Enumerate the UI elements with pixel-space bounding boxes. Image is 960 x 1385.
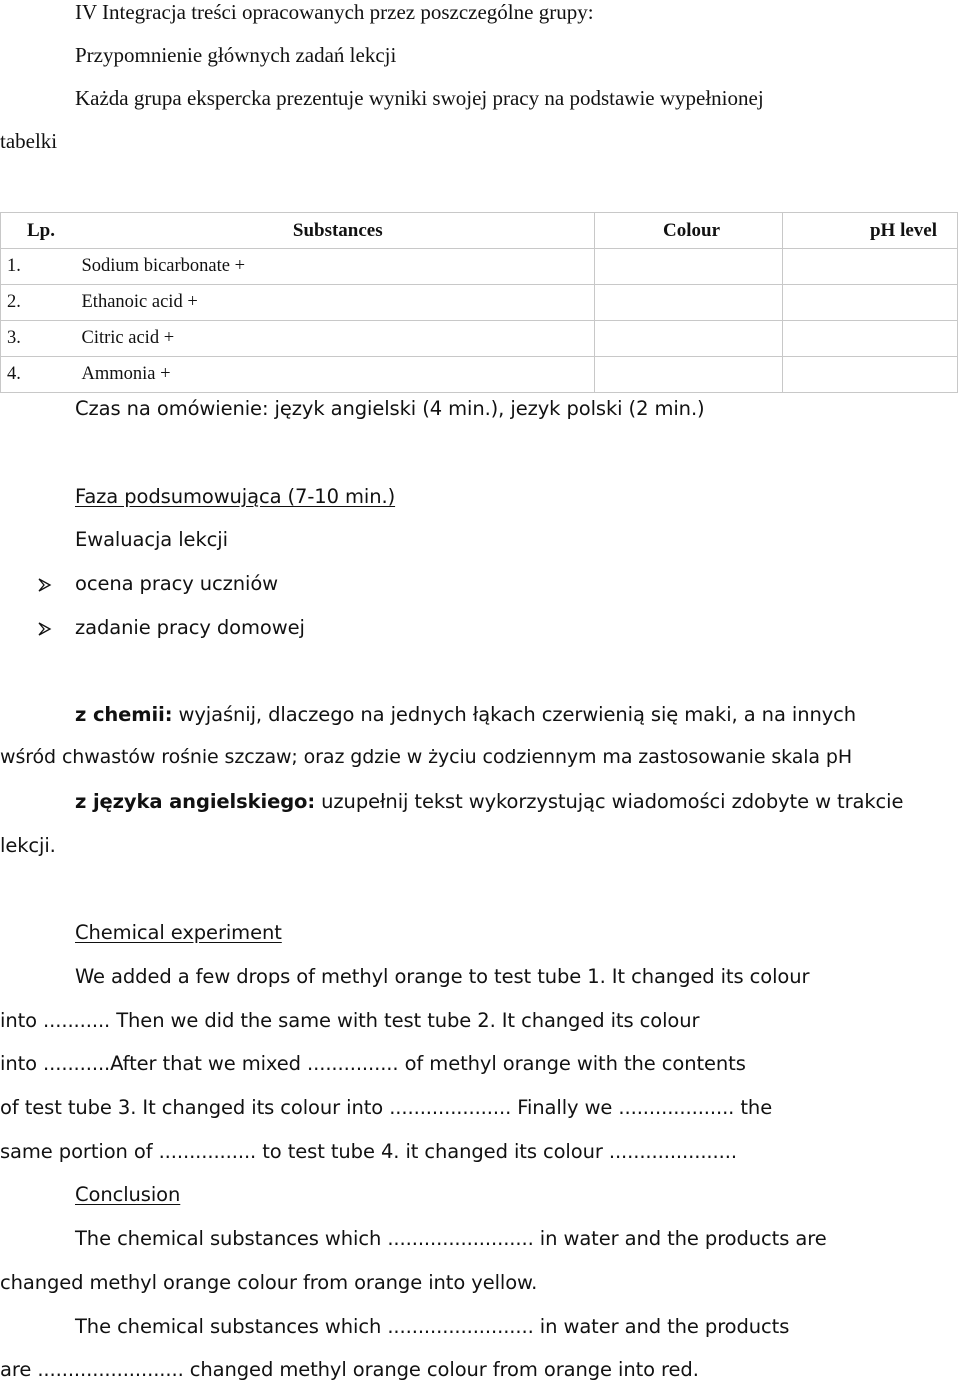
row-number: 1. — [1, 249, 82, 285]
homework-chemistry-label: z chemii: — [75, 703, 173, 726]
table-header-row — [1, 213, 958, 249]
row-ph-cell — [783, 249, 958, 285]
experiment-line: We added a few drops of methyl orange to test tube 1. It changed its colour — [75, 965, 810, 988]
conclusion-line: changed methyl orange colour from orange into yellow. — [0, 1271, 538, 1294]
row-ph-cell — [783, 285, 958, 321]
row-number: 4. — [1, 357, 82, 393]
experiment-line: into ........... Then we did the same with test tube 2. It changed its colour — [0, 1009, 700, 1032]
row-substance: Ammonia + — [82, 357, 595, 393]
row-substance: Sodium bicarbonate + — [82, 249, 595, 285]
homework-english-label: z języka angielskiego: — [75, 790, 316, 813]
summary-phase-heading: Faza podsumowująca (7-10 min.) — [75, 485, 396, 508]
conclusion-line: The chemical substances which ........................ in water and the products are — [75, 1227, 827, 1250]
homework-english-line-1 — [75, 792, 903, 812]
row-number: 2. — [1, 285, 82, 321]
header-substances: Substances — [82, 213, 595, 249]
header-colour: Colour — [595, 213, 783, 249]
conclusion-title: Conclusion — [75, 1183, 181, 1206]
arrow-bullet-icon — [38, 578, 52, 592]
task-line-1: Każda grupa ekspercka prezentuje wyniki swojej pracy na podstawie wypełnionej — [75, 86, 764, 110]
discussion-time-note: Czas na omówienie: język angielski (4 min.), jezyk polski (2 min.) — [75, 397, 705, 420]
task-line-2: tabelki — [0, 129, 58, 153]
experiment-line: of test tube 3. It changed its colour into .................... Finally we ................... the — [0, 1096, 773, 1119]
homework-chemistry-line-1 — [75, 705, 856, 725]
header-lp: Lp. — [1, 213, 82, 249]
row-ph-cell — [783, 321, 958, 357]
row-substance: Citric acid + — [82, 321, 595, 357]
table-row — [1, 357, 958, 393]
bullet-item: ocena pracy uczniów — [75, 572, 279, 595]
row-colour-cell — [595, 321, 783, 357]
row-colour-cell — [595, 249, 783, 285]
experiment-line: into ...........After that we mixed ............... of methyl orange with the contents — [0, 1052, 746, 1075]
table-row — [1, 285, 958, 321]
homework-english-line-2: lekcji. — [0, 834, 56, 857]
arrow-bullet-icon — [38, 622, 52, 636]
header-ph-level: pH level — [783, 213, 958, 249]
substances-table — [0, 212, 958, 393]
table-row — [1, 321, 958, 357]
table-row — [1, 249, 958, 285]
lesson-reminder: Przypomnienie głównych zadań lekcji — [75, 43, 397, 67]
section-heading: IV Integracja treści opracowanych przez poszczególne grupy: — [75, 0, 594, 24]
evaluation-heading: Ewaluacja lekcji — [75, 528, 228, 551]
homework-chemistry-line-2: wśród chwastów rośnie szczaw; oraz gdzie w życiu codziennym ma zastosowanie skala pH — [0, 746, 853, 768]
row-ph-cell — [783, 357, 958, 393]
row-number: 3. — [1, 321, 82, 357]
experiment-title: Chemical experiment — [75, 921, 282, 944]
row-colour-cell — [595, 285, 783, 321]
row-substance: Ethanoic acid + — [82, 285, 595, 321]
conclusion-line: The chemical substances which ........................ in water and the products — [75, 1315, 790, 1338]
row-colour-cell — [595, 357, 783, 393]
homework-chemistry-text: wyjaśnij, dlaczego na jednych łąkach czerwienią się maki, a na innych — [172, 703, 857, 726]
experiment-line: same portion of ................ to test tube 4. it changed its colour ..................... — [0, 1140, 737, 1163]
conclusion-line: are ........................ changed methyl orange colour from orange into red. — [0, 1358, 699, 1381]
homework-english-text: uzupełnij tekst wykorzystując wiadomości zdobyte w trakcie — [315, 790, 904, 813]
bullet-item: zadanie pracy domowej — [75, 616, 305, 639]
